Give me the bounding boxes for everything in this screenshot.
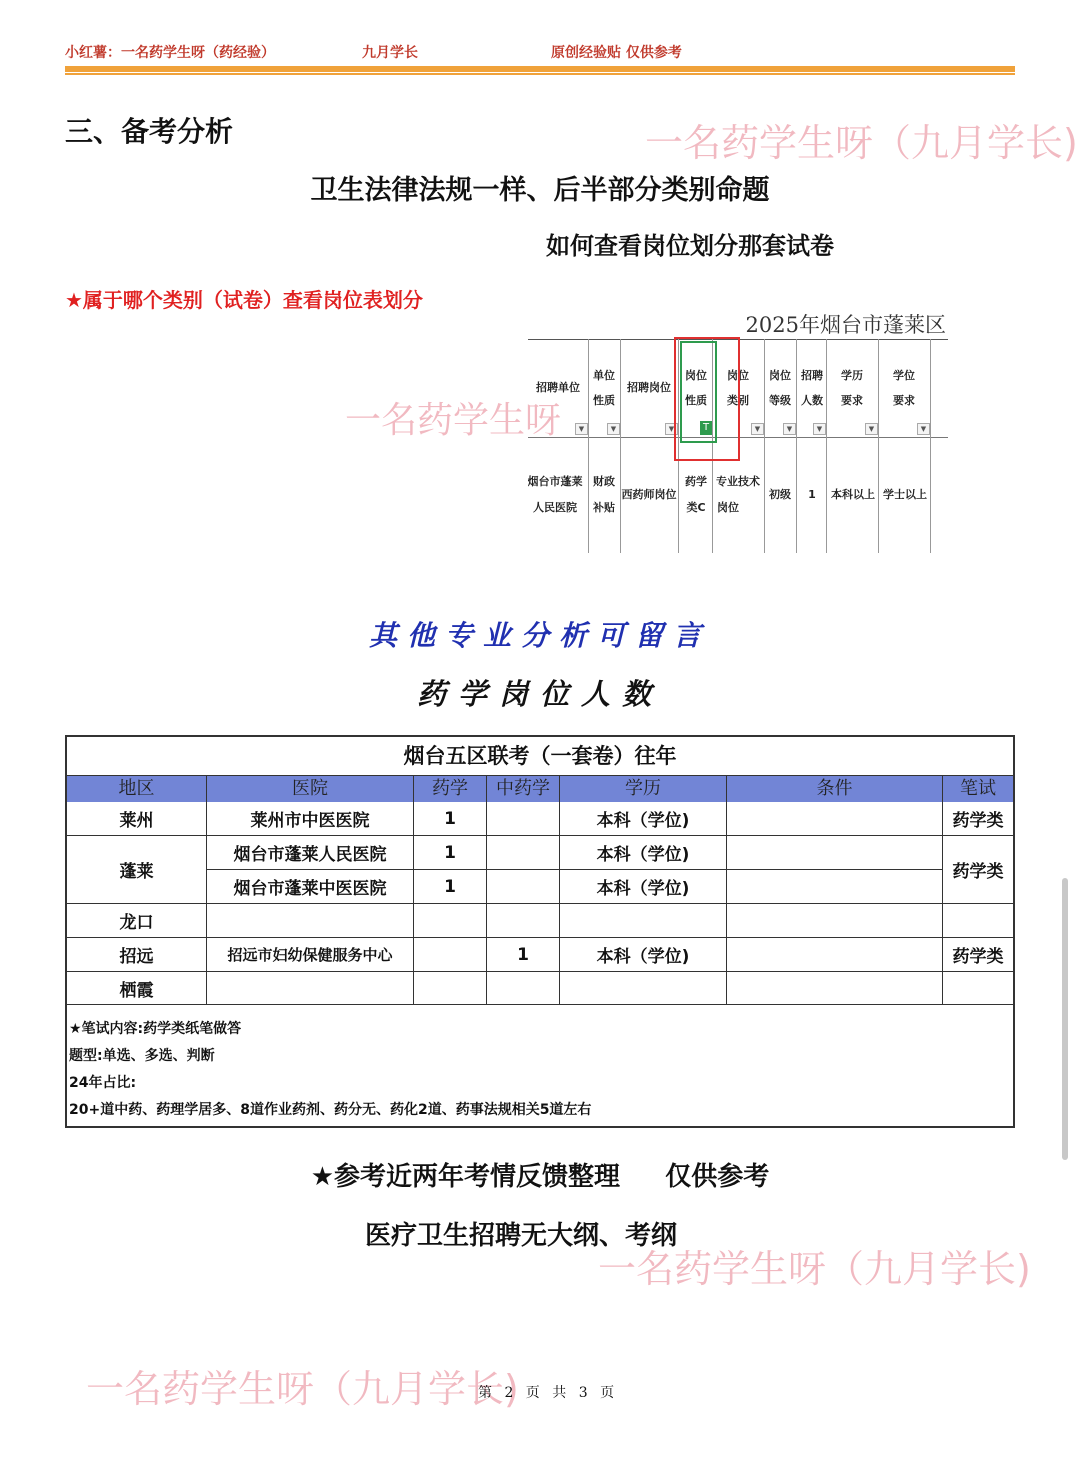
cell-hospital: 烟台市蓬莱中医医院 bbox=[207, 870, 414, 904]
cell-exam: 药学类 bbox=[943, 836, 1013, 904]
cell-hospital: 烟台市蓬莱人民医院 bbox=[207, 836, 414, 870]
cell-education: 本科（学位) bbox=[560, 836, 727, 870]
cell-region: 栖霞 bbox=[67, 972, 207, 1005]
sh-header: 学历 bbox=[841, 369, 863, 382]
highlight-box-red bbox=[674, 337, 740, 461]
cell-hospital bbox=[207, 972, 414, 1005]
sh-cell: 学士以上 bbox=[883, 488, 927, 501]
col-header-tcm: 中药学 bbox=[487, 776, 560, 802]
cell-exam bbox=[943, 972, 1013, 1005]
subtitle-2: 如何查看岗位划分那套试卷 bbox=[546, 232, 834, 260]
cell-tcm bbox=[487, 802, 560, 836]
cell-region: 蓬莱 bbox=[67, 836, 207, 904]
sh-header: 岗位 bbox=[769, 369, 791, 382]
filter-dropdown-icon: ▼ bbox=[865, 423, 878, 435]
col-header-pharmacy: 药学 bbox=[414, 776, 487, 802]
sh-cell: 1 bbox=[808, 488, 816, 501]
cell-conditions bbox=[727, 836, 943, 870]
sh-cell: 初级 bbox=[769, 488, 791, 501]
cell-pharmacy: 1 bbox=[414, 870, 487, 904]
sh-cell: 药学 bbox=[685, 475, 707, 488]
header-rule-thin bbox=[65, 73, 1015, 75]
filter-dropdown-icon: ▼ bbox=[917, 423, 930, 435]
active-filter-icon: T bbox=[700, 421, 712, 435]
job-table-screenshot bbox=[528, 305, 948, 553]
cell-tcm bbox=[487, 972, 560, 1005]
cell-hospital: 招远市妇幼保健服务中心 bbox=[207, 938, 414, 972]
cell-tcm bbox=[487, 870, 560, 904]
cell-pharmacy bbox=[414, 904, 487, 938]
sh-cell: 类C bbox=[686, 501, 706, 514]
sh-header: 要求 bbox=[841, 394, 863, 407]
watermark: 一名药学生呀（九月学长) bbox=[86, 1367, 519, 1411]
cell-tcm bbox=[487, 904, 560, 938]
no-outline-note: 医疗卫生招聘无大纲、考纲 bbox=[365, 1221, 678, 1251]
filter-dropdown-icon: ▼ bbox=[607, 423, 620, 435]
filter-dropdown-icon: ▼ bbox=[783, 423, 796, 435]
reference-note: ★参考近两年考情反馈整理 仅供参考 bbox=[310, 1162, 770, 1192]
sh-header: 招聘 bbox=[801, 369, 823, 382]
sh-cell: 西药师岗位 bbox=[621, 488, 677, 501]
watermark: 一名药学生呀（九月学长) bbox=[645, 121, 1078, 165]
watermark: 一名药学生呀 bbox=[345, 400, 562, 441]
cell-education: 本科（学位) bbox=[560, 870, 727, 904]
sh-cell: 烟台市蓬莱 bbox=[528, 475, 583, 488]
cell-tcm bbox=[487, 836, 560, 870]
sh-header: 单位 bbox=[593, 369, 615, 382]
header-middle: 九月学长 bbox=[362, 45, 418, 61]
blue-note: 其他专业分析可留言 bbox=[368, 619, 711, 652]
cell-conditions bbox=[727, 938, 943, 972]
sh-cell: 岗位 bbox=[717, 501, 739, 514]
cell-conditions bbox=[727, 870, 943, 904]
header-right: 原创经验贴 仅供参考 bbox=[551, 45, 682, 61]
sh-cell: 补贴 bbox=[593, 501, 615, 514]
header-rule bbox=[65, 66, 1015, 72]
exam-notes bbox=[69, 1016, 591, 1124]
cell-hospital bbox=[207, 904, 414, 938]
sh-header: 岗位 bbox=[685, 369, 707, 382]
cell-pharmacy: 1 bbox=[414, 836, 487, 870]
sh-header: 招聘岗位 bbox=[627, 381, 671, 394]
sh-header: 要求 bbox=[893, 394, 915, 407]
sh-header: 人数 bbox=[801, 394, 823, 407]
cell-pharmacy bbox=[414, 938, 487, 972]
table-title: 烟台五区联考（一套卷）往年 bbox=[67, 737, 1013, 776]
filter-dropdown-icon: ▼ bbox=[751, 423, 764, 435]
sh-cell: 本科以上 bbox=[831, 488, 875, 501]
screenshot-title: 2025年烟台市蓬莱区 bbox=[745, 313, 946, 337]
cell-region: 莱州 bbox=[67, 802, 207, 836]
col-header-education: 学历 bbox=[560, 776, 727, 802]
page-number: 第 2 页 共 3 页 bbox=[478, 1385, 619, 1401]
note-line: 24年占比: bbox=[69, 1075, 137, 1091]
col-header-exam: 笔试 bbox=[943, 776, 1013, 802]
note-line: 题型:单选、多选、判断 bbox=[69, 1048, 215, 1064]
scrollbar[interactable] bbox=[1062, 878, 1068, 1160]
sh-header: 岗位 bbox=[727, 369, 749, 382]
filter-dropdown-icon: ▼ bbox=[575, 423, 588, 435]
cell-conditions bbox=[727, 904, 943, 938]
cell-conditions bbox=[727, 972, 943, 1005]
cell-tcm: 1 bbox=[487, 938, 560, 972]
cell-education: 本科（学位) bbox=[560, 802, 727, 836]
sh-header: 招聘单位 bbox=[536, 381, 580, 394]
subtitle-1: 卫生法律法规一样、后半部分类别命题 bbox=[310, 175, 770, 206]
cell-education: 本科（学位) bbox=[560, 938, 727, 972]
cell-region: 招远 bbox=[67, 938, 207, 972]
cell-conditions bbox=[727, 802, 943, 836]
col-header-region: 地区 bbox=[67, 776, 207, 802]
sh-cell: 财政 bbox=[593, 475, 615, 488]
col-header-hospital: 医院 bbox=[207, 776, 414, 802]
sh-header: 等级 bbox=[769, 394, 791, 407]
sh-header: 性质 bbox=[685, 394, 707, 407]
cell-hospital: 莱州市中医医院 bbox=[207, 802, 414, 836]
sh-cell: 人民医院 bbox=[533, 501, 577, 514]
note-line: 20+道中药、药理学居多、8道作业药剂、药分无、药化2道、药事法规相关5道左右 bbox=[69, 1102, 592, 1118]
watermark: 一名药学生呀（九月学长) bbox=[598, 1247, 1031, 1291]
cell-exam: 药学类 bbox=[943, 802, 1013, 836]
header-left: 小红薯：一名药学生呀（药经验） bbox=[65, 45, 275, 61]
cell-exam bbox=[943, 904, 1013, 938]
sh-header: 类别 bbox=[727, 394, 749, 407]
note-line: ★笔试内容:药学类纸笔做答 bbox=[69, 1021, 242, 1037]
section-title: 三、备考分析 bbox=[65, 115, 234, 148]
cell-education bbox=[560, 972, 727, 1005]
cell-education bbox=[560, 904, 727, 938]
sh-cell: 专业技术 bbox=[716, 475, 760, 488]
cell-region: 龙口 bbox=[67, 904, 207, 938]
pharmacy-count-title: 药学岗位人数 bbox=[416, 677, 663, 711]
cell-exam: 药学类 bbox=[943, 938, 1013, 972]
col-header-conditions: 条件 bbox=[727, 776, 943, 802]
filter-dropdown-icon: ▼ bbox=[665, 423, 678, 435]
cell-pharmacy bbox=[414, 972, 487, 1005]
sh-header: 学位 bbox=[893, 369, 915, 382]
category-note: ★属于哪个类别（试卷）查看岗位表划分 bbox=[65, 288, 423, 312]
exam-table bbox=[65, 735, 1015, 1128]
filter-dropdown-icon: ▼ bbox=[813, 423, 826, 435]
cell-pharmacy: 1 bbox=[414, 802, 487, 836]
sh-header: 性质 bbox=[593, 394, 615, 407]
